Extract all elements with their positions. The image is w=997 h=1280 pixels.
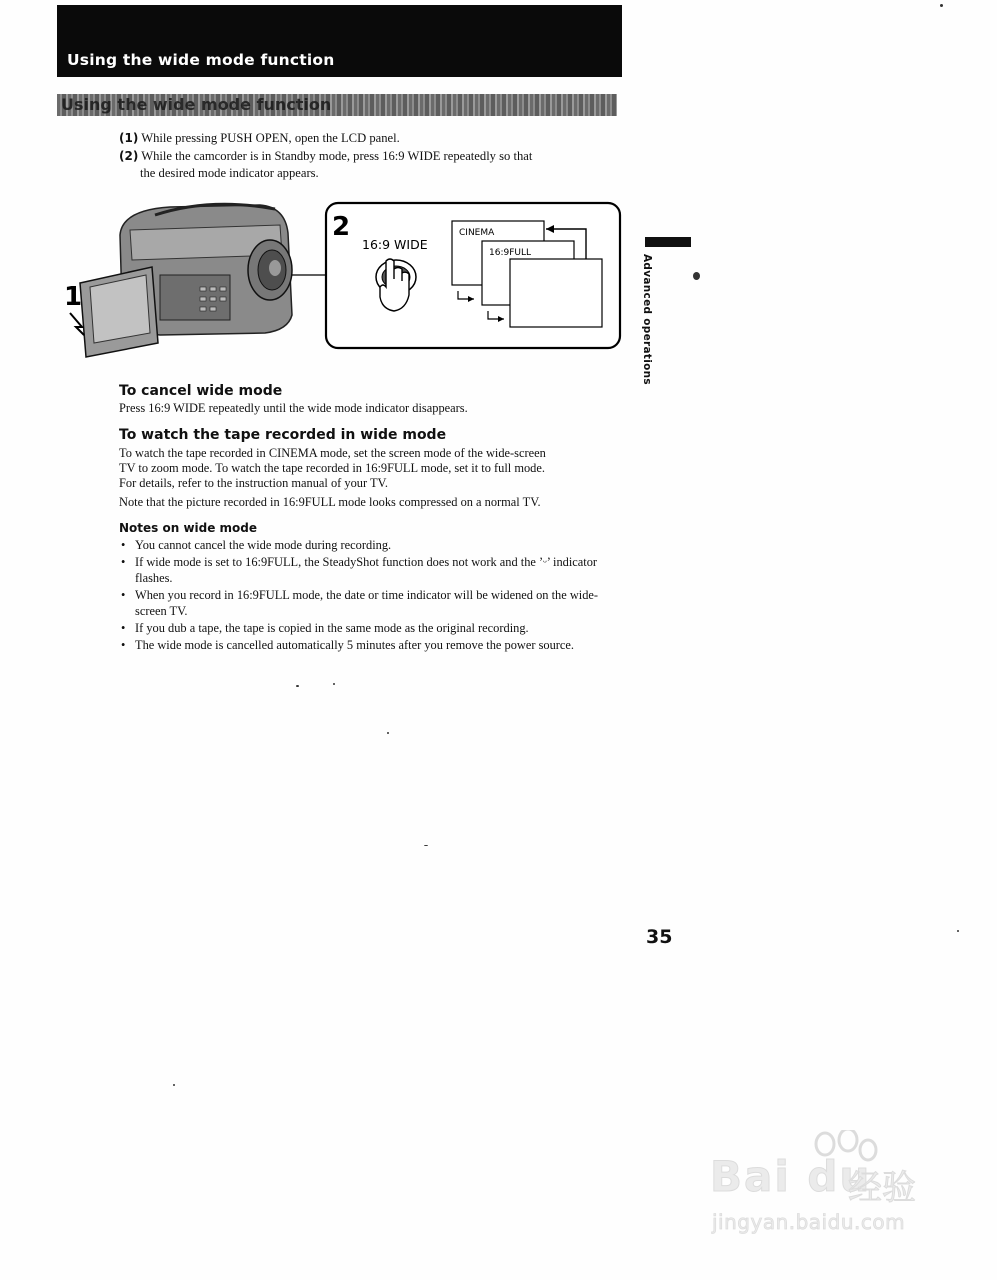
side-tab-label: Advanced operations bbox=[641, 254, 653, 385]
section-subheading: Using the wide mode function bbox=[61, 95, 332, 114]
step-2 bbox=[119, 148, 619, 182]
watch-para1-line2: TV to zoom mode. To watch the tape recorded in 16:9FULL mode, set it to full mode. bbox=[119, 461, 545, 475]
watch-para1-line3: For details, refer to the instruction manual of your TV. bbox=[119, 476, 388, 490]
scan-speck bbox=[333, 683, 335, 685]
watermark-cn: 经验 bbox=[848, 1170, 916, 1207]
step-1-text: While pressing PUSH OPEN, open the LCD panel. bbox=[141, 131, 400, 145]
normal-frame bbox=[510, 259, 602, 327]
step-2-text-line2: the desired mode indicator appears. bbox=[140, 166, 319, 180]
baidu-watermark bbox=[700, 1130, 950, 1240]
list-item: • You cannot cancel the wide mode during recording. bbox=[119, 537, 614, 553]
notes-heading: Notes on wide mode bbox=[119, 521, 258, 535]
chapter-header-band bbox=[57, 5, 622, 77]
wide-button-label: 16:9 WIDE bbox=[362, 237, 428, 252]
list-item: • If you dub a tape, the tape is copied in the same mode as the original recording. bbox=[119, 620, 614, 636]
cancel-heading: To cancel wide mode bbox=[119, 383, 283, 399]
watermark-url: jingyan.baidu.com bbox=[712, 1210, 906, 1234]
cancel-text: Press 16:9 WIDE repeatedly until the wide mode indicator disappears. bbox=[119, 401, 468, 415]
watch-para2: Note that the picture recorded in 16:9FULL mode looks compressed on a normal TV. bbox=[119, 495, 541, 509]
step-2-marker: 2 bbox=[332, 212, 351, 242]
list-item: • The wide mode is cancelled automatically 5 minutes after you remove the power source. bbox=[119, 637, 614, 653]
step-2-text-line1: While the camcorder is in Standby mode, press 16:9 WIDE repeatedly so that bbox=[141, 149, 533, 163]
scan-speck bbox=[957, 930, 959, 932]
full-label: 16:9FULL bbox=[489, 248, 532, 258]
watch-heading: To watch the tape recorded in wide mode bbox=[119, 427, 447, 443]
list-item: • When you record in 16:9FULL mode, the date or time indicator will be widened on the wide-screen TV. bbox=[119, 587, 614, 619]
scan-speck bbox=[424, 845, 428, 846]
scan-speck bbox=[173, 1084, 175, 1086]
step-1-marker: 1 bbox=[64, 282, 83, 312]
notes-list bbox=[119, 537, 614, 654]
watermark-brand: Bai du bbox=[710, 1152, 872, 1201]
cinema-label: CINEMA bbox=[459, 228, 495, 238]
step-1 bbox=[119, 130, 619, 147]
scan-speck bbox=[387, 732, 389, 734]
step-2-number: (2) bbox=[119, 149, 139, 163]
step-1-number: (1) bbox=[119, 131, 139, 145]
lcd-panel bbox=[80, 267, 158, 357]
side-tab-marker bbox=[645, 237, 691, 247]
page-number: 35 bbox=[646, 926, 673, 948]
push-arrow-icon bbox=[70, 313, 84, 335]
camcorder-illustration bbox=[60, 195, 625, 375]
list-item: • If wide mode is set to 16:9FULL, the SteadyShot function does not work and the ’ᵕ’ indicator flashes. bbox=[119, 554, 614, 586]
section-subheading-band bbox=[57, 94, 617, 116]
chapter-header-title: Using the wide mode function bbox=[67, 51, 335, 69]
scan-speck bbox=[940, 4, 943, 7]
scan-speck bbox=[693, 272, 700, 280]
scan-speck bbox=[296, 685, 299, 687]
watch-para1-line1: To watch the tape recorded in CINEMA mode, set the screen mode of the wide-screen bbox=[119, 446, 546, 460]
